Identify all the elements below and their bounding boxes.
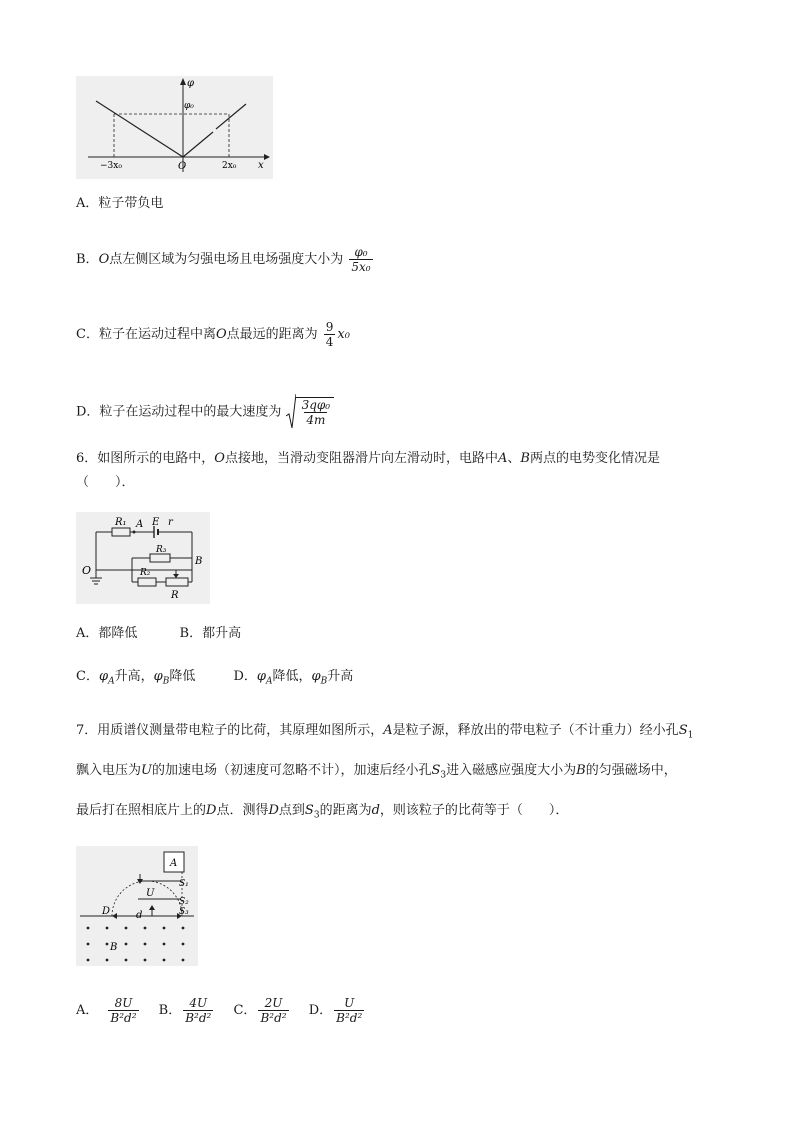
q6-option-c-sub-a: A (108, 676, 115, 687)
q5-option-b-num: φ₀ (354, 245, 368, 259)
field-dot (144, 927, 147, 930)
q7-option-d-num: U (344, 996, 355, 1010)
q7-option-b-num: 4U (189, 996, 208, 1010)
q7-l3-mid2: 点到 (278, 803, 305, 818)
sqrt-sign-icon (286, 394, 296, 430)
circuit-svg (76, 512, 210, 604)
neg-3x0-label: −3x₀ (100, 161, 122, 171)
r1-label: R₁ (115, 517, 127, 528)
q6-options-row2 (76, 668, 353, 691)
field-dot (106, 959, 109, 962)
q7-stem-line2 (76, 762, 677, 785)
q7-l2-S: S (431, 763, 441, 778)
left-potential-line (96, 101, 183, 157)
q7-options-row (76, 996, 366, 1025)
q7-l2-B: B (576, 763, 586, 778)
q7-option-a-num: 8U (114, 996, 133, 1010)
field-dot (182, 927, 185, 930)
q7-option-d[interactable] (309, 996, 367, 1025)
q7-option-c-den: B²d² (260, 1011, 287, 1025)
phi0-label: φ₀ (184, 101, 194, 111)
q5-option-b-text: 点左侧区域为匀强电场且电场强度大小为 (109, 252, 344, 267)
q7-l1-S: S (678, 723, 688, 738)
origin-label: O (178, 161, 187, 172)
q7-option-a[interactable] (76, 996, 141, 1025)
q6-option-b[interactable]: B．都升高 (179, 626, 242, 641)
q7-l1-sub: 1 (687, 730, 694, 741)
field-dot (125, 959, 128, 962)
field-dot (87, 943, 90, 946)
node-a-dot (133, 531, 136, 534)
q5-option-b[interactable] (76, 245, 375, 274)
x-axis-arrow (264, 154, 270, 160)
q7-l2-post: 的匀强磁场中， (585, 763, 677, 778)
y-axis-arrow (180, 78, 186, 85)
q6-option-d-pre: D． (233, 669, 257, 684)
rheostat-label: R (171, 590, 179, 601)
q6-options-row1 (76, 625, 241, 643)
field-dot (125, 927, 128, 930)
q6-stem-line2-text: （ ）． (76, 475, 135, 490)
q7-l3-post: ，则该粒子的比荷等于（ ）． (379, 803, 569, 818)
right-potential-line-upper (216, 104, 246, 129)
s2-label: S₂ (179, 897, 189, 907)
q7-l3-pre: 最后打在照相底片上的 (76, 803, 207, 818)
r2-label: R₂ (140, 568, 151, 578)
node-a-label: A (136, 519, 144, 530)
q6-option-d-phi-a: φ (256, 669, 267, 684)
field-dot (163, 927, 166, 930)
q7-l2-pre: 飘入电压为 (76, 763, 142, 778)
node-o-label: O (82, 564, 92, 577)
phi-axis-label: φ (187, 78, 195, 89)
slider-arrow-icon (173, 574, 179, 578)
q6-option-d-sub-b: B (320, 676, 328, 687)
q7-option-b[interactable] (159, 996, 216, 1025)
field-dot (182, 943, 185, 946)
q7-l3-S: S (304, 803, 314, 818)
internal-r-label: r (168, 517, 173, 528)
q7-stem-line3 (76, 802, 568, 825)
q7-option-b-pre: B． (158, 1003, 182, 1018)
q5-option-d[interactable] (76, 394, 334, 430)
emf-label: E (152, 517, 160, 528)
q7-l2-mid2: 进入磁感应强度大小为 (446, 763, 577, 778)
point-d-label: D (102, 906, 111, 917)
q7-option-d-pre: D． (308, 1003, 333, 1018)
q6-option-c-phi-b: φ (153, 669, 163, 684)
x-axis-label: x (258, 160, 264, 171)
q6-option-c-pre: C． (76, 669, 99, 684)
q5-option-d-den: 4m (306, 413, 326, 427)
q7-l3-d: d (371, 803, 380, 818)
q5-option-c-tail: x₀ (337, 327, 350, 342)
field-dot (106, 927, 109, 930)
q5-option-d-sqrt (286, 394, 335, 430)
node-b-label: B (195, 556, 203, 567)
q7-l1-post: 是粒子源，释放出的带电粒子（不计重力）经小孔 (392, 723, 679, 738)
q6-option-d[interactable] (233, 668, 353, 691)
q5-option-c-num: 9 (325, 320, 334, 334)
q5-option-d-fraction (300, 398, 333, 427)
d-arrow-left-icon (112, 913, 117, 919)
q7-l3-mid3: 的距离为 (319, 803, 372, 818)
q5-option-b-den: 5x₀ (351, 260, 371, 274)
q7-l1-A: A (383, 723, 393, 738)
q7-l3-sub: 3 (313, 810, 320, 821)
q7-l2-mid: 的加速电场（初速度可忽略不计），加速后经小孔 (151, 763, 432, 778)
q6-option-d-phi-b: φ (311, 669, 321, 684)
q5-option-a-text: A．粒子带负电 (76, 196, 164, 211)
q7-option-c-num: 2U (264, 996, 283, 1010)
q7-option-a-pre: A． (76, 1003, 99, 1018)
field-dot (144, 943, 147, 946)
pos-2x0-label: 2x₀ (222, 161, 237, 171)
source-a-label: A (170, 858, 178, 869)
r3-label: R₃ (156, 545, 167, 555)
q7-l3-mid: 点．测得 (216, 803, 269, 818)
q5-option-b-O: O (98, 252, 110, 267)
q5-option-c-den: 4 (325, 335, 334, 349)
magnetic-field-dots (87, 927, 185, 962)
q5-option-c-fraction (324, 320, 336, 349)
q7-option-c-pre: C． (233, 1003, 257, 1018)
voltage-u-label: U (146, 888, 155, 899)
q7-stem-line1 (76, 722, 693, 745)
q6-option-c-mid: 升高， (114, 669, 154, 684)
q7-option-d-den: B²d² (336, 1011, 363, 1025)
q6-stem-A: A (497, 451, 508, 466)
q6-stem-B: B (520, 451, 530, 466)
field-dot (87, 927, 90, 930)
potential-graph-figure (76, 76, 273, 179)
q6-stem-sep: 、 (507, 451, 521, 466)
field-dot (182, 959, 185, 962)
q7-l1-pre: 7．用质谱仪测量带电粒子的比荷，其原理如图所示， (76, 723, 384, 738)
field-dot (144, 959, 147, 962)
q6-option-c-sub-b: B (162, 676, 170, 687)
q7-l2-U: U (141, 763, 152, 778)
field-b-label: B (110, 942, 118, 953)
q6-option-a[interactable]: A．都降低 (76, 626, 138, 641)
q5-option-c-O: O (215, 327, 227, 342)
r1-resistor (112, 528, 130, 536)
r3-resistor (150, 554, 170, 562)
potential-graph-svg (76, 76, 273, 179)
mass-spectrometer-figure (76, 846, 198, 966)
right-potential-line-lower (183, 132, 213, 157)
q5-option-d-text: D．粒子在运动过程中的最大速度为 (76, 404, 282, 420)
field-dot (125, 943, 128, 946)
circuit-figure (76, 512, 210, 604)
s1-label: S₁ (179, 879, 189, 889)
q7-l3-D: D (206, 803, 217, 818)
q5-option-c-prefix: C．粒子在运动过程中离 (76, 327, 216, 342)
distance-d-label: d (136, 910, 143, 921)
q6-stem-post: 两点的电势变化情况是 (529, 451, 660, 466)
field-dot (87, 959, 90, 962)
q6-stem-mid: 点接地，当滑动变阻器滑片向左滑动时，电路中 (224, 451, 498, 466)
field-dot (163, 959, 166, 962)
q6-stem-O: O (214, 451, 225, 466)
q6-option-d-sub-a: A (266, 676, 273, 687)
q5-option-b-prefix: B． (76, 252, 99, 267)
field-dot (163, 943, 166, 946)
q6-option-d-mid: 降低， (272, 669, 312, 684)
q5-option-a[interactable] (76, 195, 163, 213)
q6-option-c[interactable] (76, 668, 195, 691)
q6-option-c-phi-a: φ (98, 669, 109, 684)
q6-stem-pre: 6．如图所示的电路中， (76, 451, 215, 466)
field-dot (106, 943, 109, 946)
q6-option-c-tail: 降低 (169, 669, 196, 684)
q5-option-d-num: 3qφ₀ (301, 398, 331, 412)
q7-l2-sub: 3 (440, 770, 447, 781)
mass-spectrometer-svg (76, 846, 198, 966)
q7-l3-D2: D (268, 803, 279, 818)
q6-option-d-tail: 升高 (327, 669, 354, 684)
q5-option-b-fraction (349, 245, 372, 274)
q5-option-c-text: 点最远的距离为 (226, 327, 318, 342)
r2-resistor (138, 578, 156, 586)
q7-option-a-den: B²d² (110, 1011, 137, 1025)
q6-stem-line2 (76, 474, 135, 492)
q5-option-c[interactable] (76, 320, 350, 349)
rheostat-resistor (166, 578, 188, 586)
s3-label: S₃ (179, 907, 189, 917)
q7-option-c[interactable] (233, 996, 290, 1025)
q6-stem-line1 (76, 450, 660, 468)
q7-option-b-den: B²d² (185, 1011, 212, 1025)
entry-arrow-icon (149, 905, 155, 910)
